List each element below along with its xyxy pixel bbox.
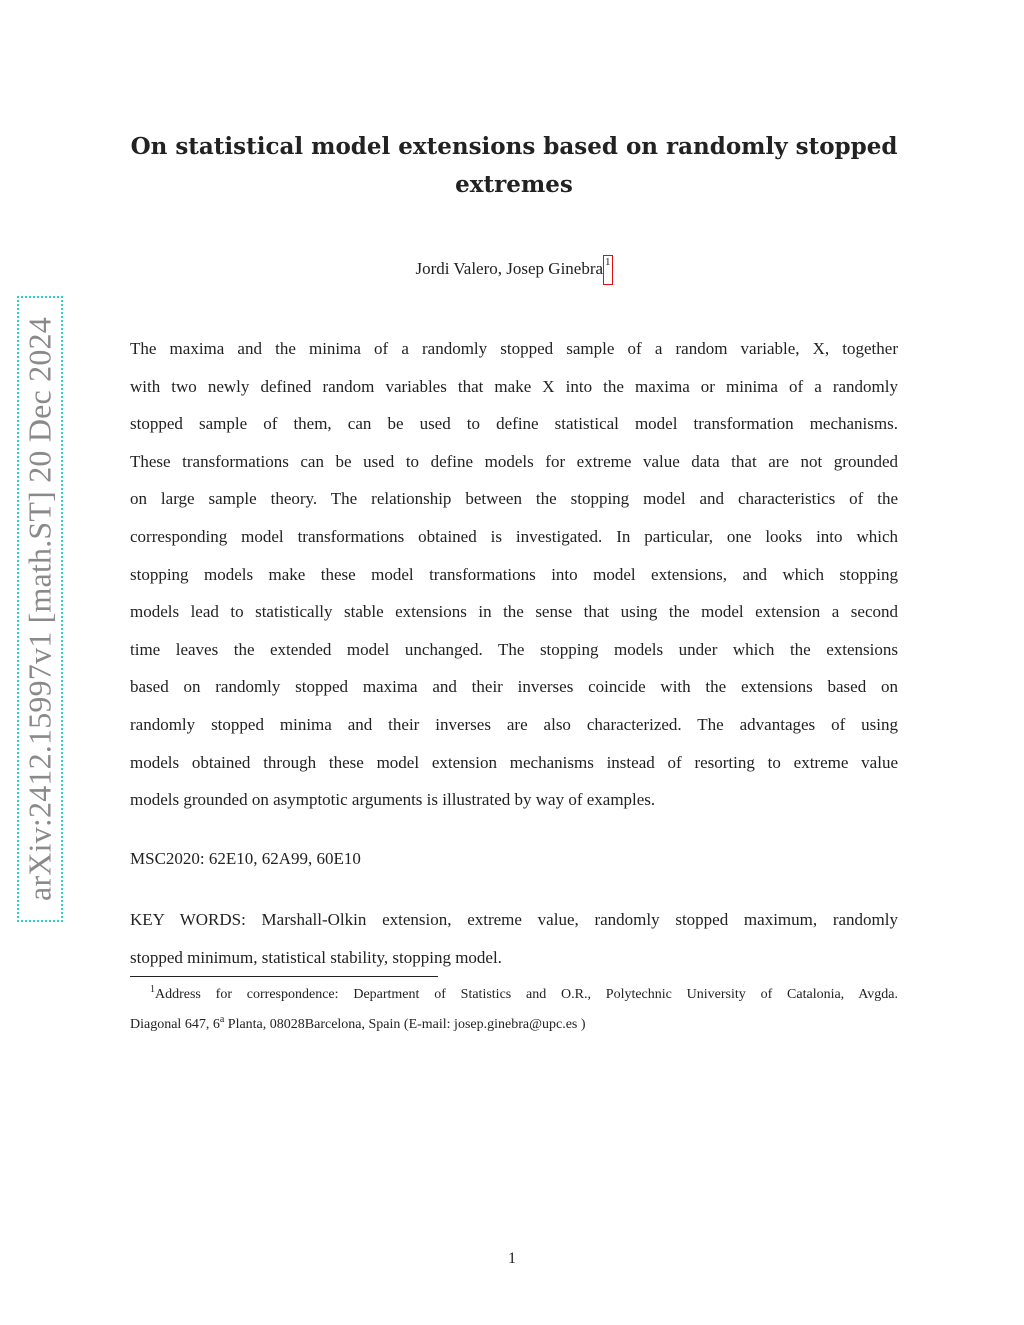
paper-title	[130, 128, 898, 204]
arxiv-identifier: arXiv:2412.15997v1 [math.ST] 20 Dec 2024	[21, 317, 58, 901]
abstract-line: models grounded on asymptotic arguments is illustrated by way of examples.	[130, 790, 656, 810]
abstract-line: with two newly defined random variables that make X into the maxima or minima of a randomly	[130, 376, 898, 396]
abstract-line: These transformations can be used to define models for extreme value data that are not grounded	[130, 451, 898, 471]
abstract-line: stopping models make these model transformations into model extensions, and which stopping	[130, 564, 898, 584]
keywords	[130, 901, 898, 977]
footnote-mark: 1	[150, 984, 155, 995]
abstract-line: stopped sample of them, can be used to define statistical model transformation mechanisms.	[130, 414, 898, 434]
title-line-1: On statistical model extensions based on randomly stopped	[130, 133, 898, 160]
footnote-superscript: a	[219, 1014, 225, 1025]
footnote-link[interactable]: 1	[603, 255, 613, 285]
footnote-rule	[130, 976, 438, 977]
arxiv-stamp-link[interactable]	[17, 296, 63, 922]
msc-classification: MSC2020: 62E10, 62A99, 60E10	[130, 849, 361, 868]
title-line-2: extremes	[455, 171, 573, 198]
footnote-text-1: Address for correspondence: Department of Statistics and O.R., Polytechnic University of Catalonia, Avgda.	[155, 987, 898, 1002]
keywords-line: stopped minimum, statistical stability, stopping model.	[130, 948, 502, 967]
abstract-line: time leaves the extended model unchanged. The stopping models under which the extensions	[130, 639, 898, 659]
abstract	[130, 330, 898, 819]
abstract-line: based on randomly stopped maxima and their inverses coincide with the extensions based on	[130, 677, 898, 697]
footnote-line-1	[130, 980, 898, 1010]
abstract-line: corresponding model transformations obtained is investigated. In particular, one looks into which	[130, 526, 898, 546]
footnote-text-2b: Planta, 08028Barcelona, Spain (E-mail: josep.ginebra@upc.es )	[224, 1017, 586, 1032]
author-list	[130, 255, 898, 285]
abstract-line: models lead to statistically stable extensions in the sense that using the model extension a second	[130, 602, 898, 622]
footnote-line-2	[130, 1010, 898, 1040]
page-number: 1	[508, 1250, 516, 1267]
footnote	[130, 980, 898, 1040]
abstract-line: randomly stopped minima and their inverses are also characterized. The advantages of using	[130, 714, 898, 734]
footnote-text-2a: Diagonal 647, 6	[130, 1017, 220, 1032]
authors-text: Jordi Valero, Josep Ginebra	[415, 259, 604, 278]
keywords-line: KEY WORDS: Marshall-Olkin extension, extreme value, randomly stopped maximum, randomly	[130, 910, 898, 929]
abstract-line: on large sample theory. The relationship between the stopping model and characteristics of the	[130, 489, 898, 509]
abstract-line: The maxima and the minima of a randomly stopped sample of a random variable, X, together	[130, 339, 898, 358]
abstract-line: models obtained through these model extension mechanisms instead of resorting to extreme value	[130, 752, 898, 772]
